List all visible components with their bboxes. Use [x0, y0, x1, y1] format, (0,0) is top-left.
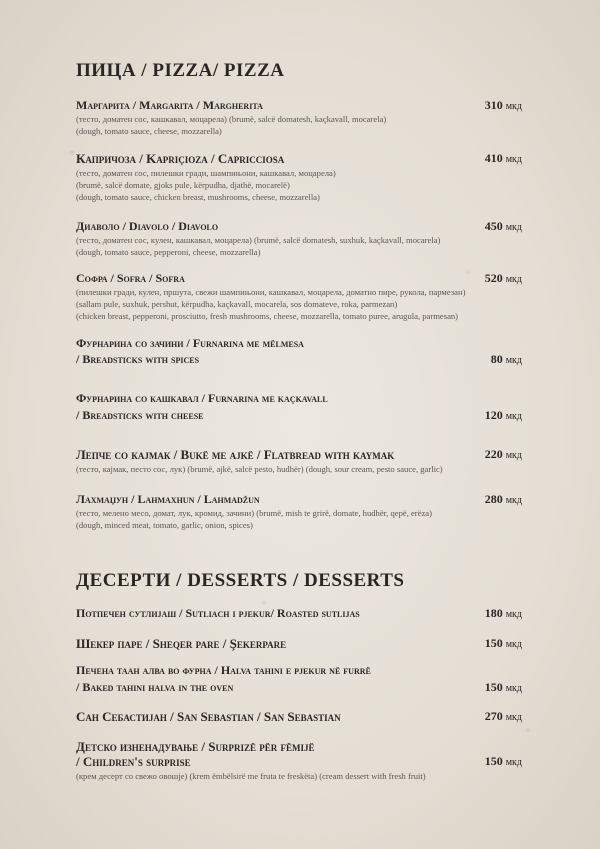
item-name: Лахмаџун / Lahmaxhun / Lahmadžun [76, 492, 260, 506]
desserts-heading: ДЕСЕРТИ / DESSERTS / DESSERTS [76, 570, 405, 591]
item-desc: (тесто, доматен сос, пилешки гради, шампињони, кашкавал, моцарела) [76, 168, 336, 178]
item-desc: (тесто, доматен сос, кашкавал, моцарела) (brumë, salcë domatesh, kaçkavall, mocarela) [76, 114, 387, 124]
menu-item-lahmadzun [76, 492, 522, 531]
item-price: 180 мкд [484, 606, 522, 620]
item-name: Маргарита / Margarita / Margherita [76, 98, 263, 112]
menu-item-halva-line2 [76, 680, 522, 695]
menu-item-diavolo [76, 219, 522, 258]
menu-item-furnarina-spices [76, 336, 522, 351]
item-price: 150 мкд [484, 680, 522, 694]
item-name: Лепче со кајмак / Bukë me ajkë / Flatbread with kaymak [76, 447, 395, 462]
item-desc: (dough, minced meat, tomato, garlic, onion, spices) [76, 520, 253, 530]
item-desc: (dough, tomato sauce, pepperoni, cheese, mozzarella) [76, 247, 261, 257]
menu-item-capricciosa [76, 151, 522, 203]
menu-item-flatbread [76, 447, 522, 475]
item-desc: (chicken breast, pepperoni, prosciutto, fresh mushrooms, cheese, mozzarella, tomato puree, arugula, parmesan) [76, 311, 459, 321]
menu-item-furnarina-spices-line2 [76, 352, 522, 367]
item-name: Детско изненадување / Surprizë për fëmijë [76, 739, 315, 754]
item-desc: (тесто, доматен сос, кулен, кашкавал, моцарела) (brumë, salcë domatesh, suxhuk, kaçkavall, mocarela) [76, 235, 441, 245]
item-desc: (sallam pule, suxhuk, pershut, kërpudha, kaçkavall, mocarela, sos domateve, roka, parmezan) [76, 299, 398, 309]
item-price: 410 мкд [484, 151, 522, 165]
menu-item-margarita [76, 98, 522, 137]
menu-item-sutlijas [76, 606, 522, 621]
item-name: Потпечен сутлијаш / Sutliach i pjekur/ Roasted sutlijas [76, 606, 360, 620]
menu-item-sofra [76, 271, 522, 322]
menu-item-furnarina-cheese-line2 [76, 408, 522, 423]
item-price: 450 мкд [484, 219, 522, 233]
item-name: Сан Себастијан / San Sebastian / San Sebastian [76, 709, 341, 724]
item-name-secondary: / Children's surprise [76, 754, 191, 769]
item-desc: (dough, tomato sauce, chicken breast, mushrooms, cheese, mozzarella) [76, 192, 320, 202]
item-price: 150 мкд [484, 754, 522, 768]
item-price: 150 мкд [484, 636, 522, 650]
item-desc: (тесто, кајмак, песто сос, лук) (brumë, ajkë, salcë pesto, hudhër) (dough, sour cream, pesto sauce, garlic) [76, 464, 443, 474]
item-name-secondary: / Breadsticks with spices [76, 352, 200, 366]
item-name-secondary: / Breadsticks with cheese [76, 408, 204, 422]
item-name-secondary: / Baked tahini halva in the oven [76, 680, 234, 694]
menu-item-halva [76, 663, 522, 678]
item-price: 220 мкд [484, 447, 522, 461]
item-name: Софра / Sofra / Sofra [76, 271, 185, 285]
item-desc: (dough, tomato sauce, cheese, mozzarella) [76, 126, 222, 136]
menu-item-san-sebastian [76, 709, 522, 725]
item-desc: (пилешки гради, кулен, пршута, свежи шампињони, кашкавал, моцарела, доматно пире, рукола, пармезан) [76, 287, 466, 297]
item-name: Фурнарина со кашкавал / Furnarina me kaçkavall [76, 391, 328, 405]
item-price: 120 мкд [484, 408, 522, 422]
item-price: 280 мкд [484, 492, 522, 506]
item-name: Шекер паре / Sheqer pare / Şekerpare [76, 636, 287, 651]
item-name: Печена таан алва во фурна / Halva tahini e pjekur në furrë [76, 663, 371, 677]
menu-item-sheqer-pare [76, 636, 522, 652]
item-name: Капричоза / Kapriçioza / Capricciosa [76, 151, 285, 166]
item-name: Диаволо / Diavolo / Diavolo [76, 219, 219, 233]
item-desc: (brumë, salcë domate, gjoks pule, kërpudha, djathë, mocarelë) [76, 180, 290, 190]
item-price: 80 мкд [490, 352, 522, 366]
item-price: 520 мкд [484, 271, 522, 285]
menu-item-furnarina-cheese [76, 391, 522, 406]
item-price: 270 мкд [484, 709, 522, 723]
item-desc: (тесто, мелено месо, домат, лук, кромид, зачини) (brumë, mish te grirë, domate, hudhër, qepë, erëza) [76, 508, 432, 518]
item-desc: (крем десерт со свежо овошје) (krem ëmbëlsirë me fruta te freskëta) (cream dessert with fresh fruit) [76, 771, 426, 781]
item-name: Фурнарина со зачини / Furnarina me mëlmesa [76, 336, 304, 350]
menu-item-childrens-surprise-line2 [76, 754, 522, 782]
pizza-heading: ПИЦА / PIZZA/ PIZZA [76, 60, 285, 81]
menu-item-childrens-surprise [76, 739, 522, 755]
item-price: 310 мкд [484, 98, 522, 112]
